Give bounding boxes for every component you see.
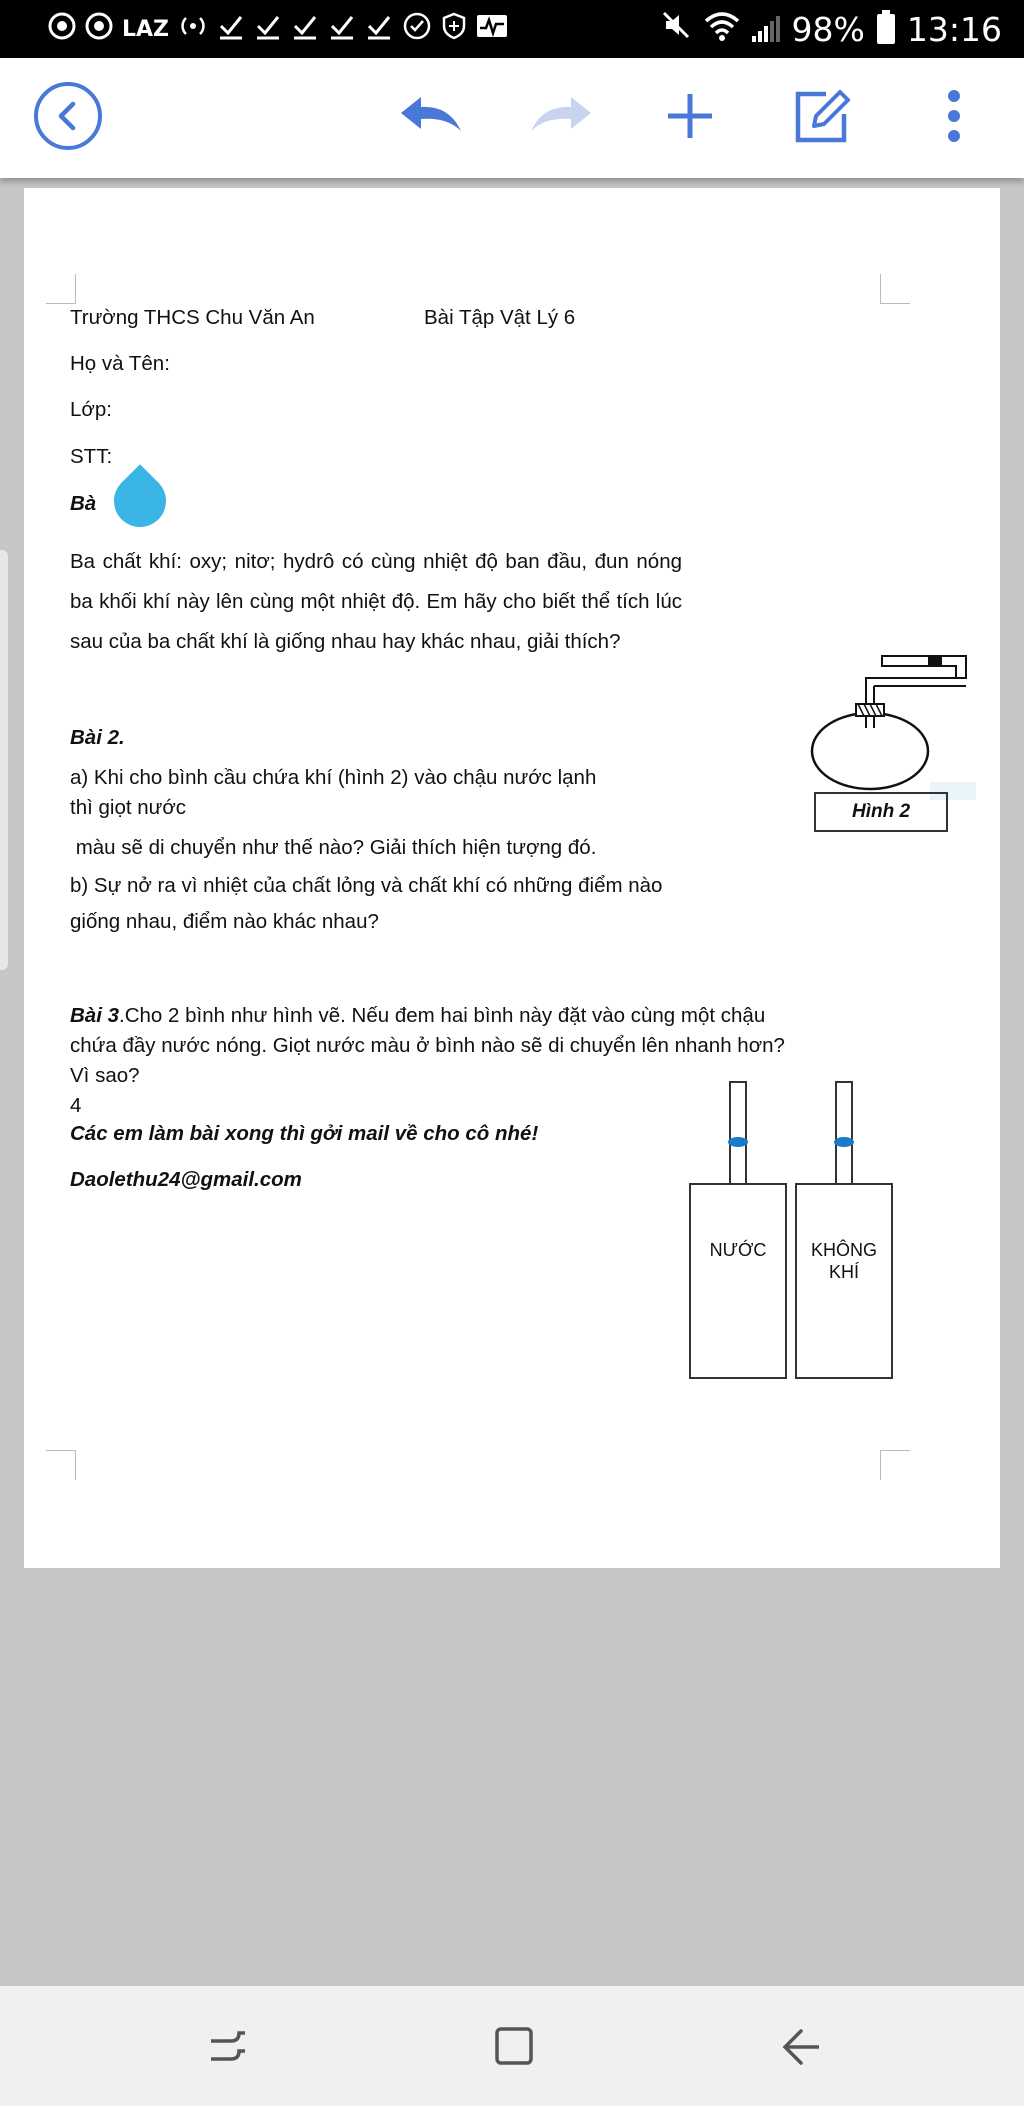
flask-right-label-1: KHÔNG — [810, 1240, 877, 1260]
teacher-email: Daolethu24@gmail.com — [70, 1168, 302, 1191]
edit-button[interactable] — [786, 80, 858, 152]
question-1-title: Bà — [70, 492, 97, 515]
home-button[interactable] — [484, 2016, 544, 2076]
back-nav-button[interactable] — [770, 2016, 830, 2076]
figure-3-flasks — [688, 1080, 928, 1386]
question-3-text-1: .Cho 2 bình như hình vẽ. Nếu đem hai bình này đặt vào cùng một chậu — [119, 1004, 766, 1027]
add-icon — [662, 88, 718, 144]
more-icon — [942, 86, 966, 146]
chrome-icon — [85, 12, 113, 46]
text-cursor-handle[interactable] — [103, 464, 177, 538]
check-icon — [217, 12, 245, 46]
clock: 13:16 — [906, 9, 1002, 49]
question-2-line-a3: màu sẽ di chuyển như thế nào? Giải thích hiện tượng đó. — [70, 836, 597, 859]
activity-icon — [476, 12, 508, 46]
recent-apps-icon — [205, 2023, 251, 2069]
redo-button[interactable] — [524, 80, 596, 152]
question-2-line-b1: b) Sự nở ra vì nhiệt của chất lỏng và chất khí có những điểm nào — [70, 874, 663, 897]
question-2-line-b2: giống nhau, điểm nào khác nhau? — [70, 910, 379, 933]
name-label: Họ và Tên: — [70, 352, 170, 375]
question-3-line-2: chứa đầy nước nóng. Giọt nước màu ở bình nào sẽ di chuyển lên nhanh hơn? — [70, 1034, 785, 1057]
shield-icon — [441, 12, 467, 46]
redo-icon — [525, 91, 595, 141]
more-options-button[interactable] — [918, 80, 990, 152]
add-button[interactable] — [654, 80, 726, 152]
stray-number: 4 — [70, 1094, 82, 1117]
back-button[interactable] — [32, 80, 104, 152]
question-2-line-a1: a) Khi cho bình cầu chứa khí (hình 2) vào chậu nước lạnh — [70, 766, 597, 789]
check-icon — [254, 12, 282, 46]
hotspot-icon — [178, 12, 208, 46]
mute-icon — [660, 9, 692, 49]
figure-2-caption-box — [814, 792, 948, 832]
closing-note: Các em làm bài xong thì gởi mail về cho cô nhé! — [70, 1122, 539, 1145]
check-icon — [365, 12, 393, 46]
side-panel-handle[interactable] — [0, 550, 8, 970]
question-1-text: Ba chất khí: oxy; nitơ; hydrô có cùng nhiệt độ ban đầu, đun nóng ba khối khí này lên cùng một nhiệt độ. Em hãy cho biết thể tích lúc sau của ba chất khí là giống nhau hay khác nhau, giải thích? — [70, 550, 682, 653]
chrome-icon — [48, 12, 76, 46]
crop-mark-bottom-right — [880, 1450, 910, 1480]
battery-percent: 98% — [791, 9, 865, 49]
notification-icons — [48, 0, 508, 58]
question-3-line-1 — [70, 1004, 765, 1029]
editor-toolbar — [0, 58, 1024, 178]
question-2-line-a2: thì giọt nước — [70, 796, 187, 819]
document-page[interactable] — [24, 188, 1000, 1568]
home-icon — [491, 2023, 537, 2069]
subject-title: Bài Tập Vật Lý 6 — [424, 306, 576, 329]
undo-button[interactable] — [396, 80, 468, 152]
flask-right-label-2: KHÍ — [828, 1262, 859, 1282]
question-2-title: Bài 2. — [70, 726, 125, 749]
back-icon — [32, 80, 104, 152]
battery-icon — [877, 14, 895, 44]
recent-apps-button[interactable] — [198, 2016, 258, 2076]
stt-label: STT: — [70, 445, 113, 468]
back-nav-icon — [777, 2023, 823, 2069]
check-circle-icon — [402, 11, 432, 47]
undo-icon — [397, 91, 467, 141]
crop-mark-bottom-left — [46, 1450, 76, 1480]
school-name: Trường THCS Chu Văn An — [70, 306, 315, 329]
check-icon — [291, 12, 319, 46]
check-icon — [328, 12, 356, 46]
navigation-bar — [0, 1986, 1024, 2106]
edit-icon — [792, 86, 852, 146]
figure-2-caption: Hình 2 — [851, 801, 911, 822]
class-label: Lớp: — [70, 398, 112, 421]
signal-icon — [752, 16, 780, 42]
flask-left-label: NƯỚC — [709, 1240, 767, 1260]
status-bar — [0, 0, 1024, 58]
system-status — [660, 0, 1002, 58]
question-3-line-3: Vì sao? — [70, 1064, 140, 1087]
crop-mark-top-right — [880, 274, 910, 304]
question-3-title: Bài 3 — [70, 1004, 119, 1027]
crop-mark-top-left — [46, 274, 76, 304]
laz-icon: LAZ — [122, 16, 169, 42]
wifi-icon — [704, 10, 740, 49]
